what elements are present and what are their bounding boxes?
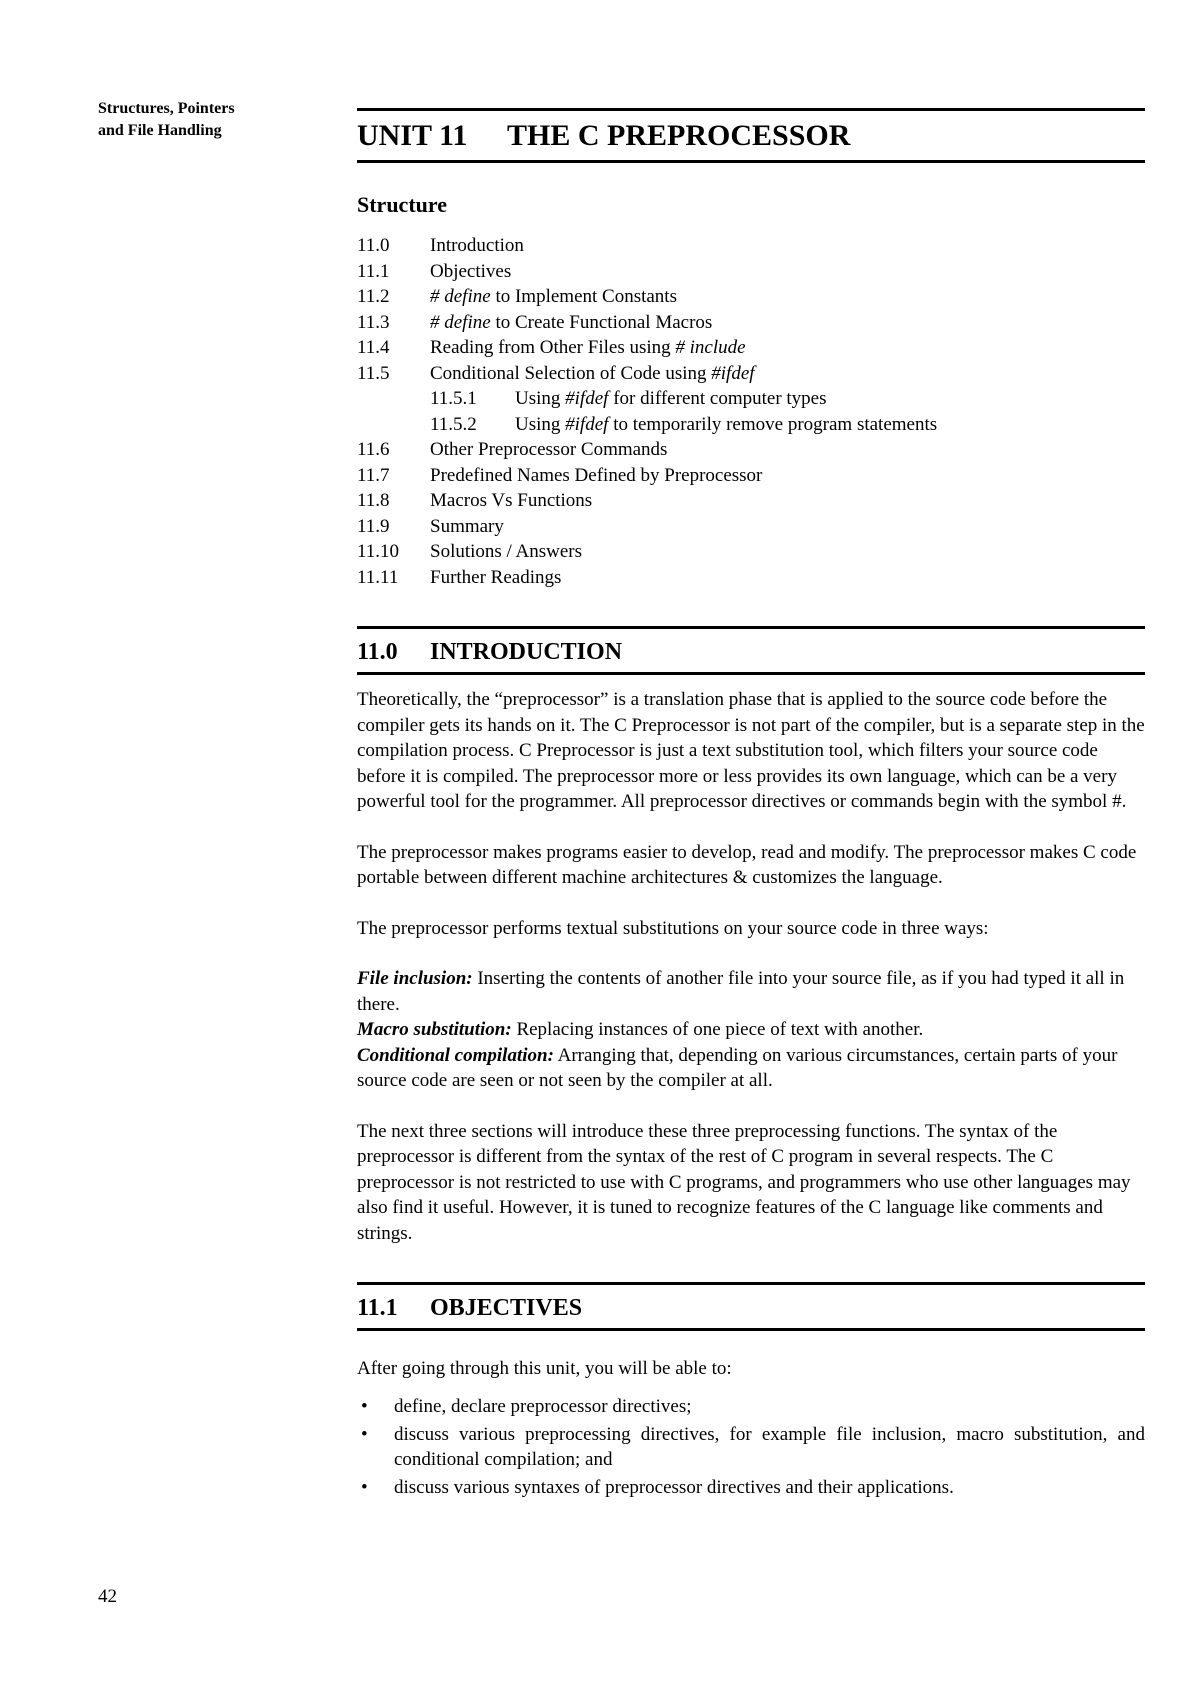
page-number: 42 [98,1586,117,1607]
structure-heading: Structure [357,192,448,217]
list-item: • discuss various preprocessing directives, for example file inclusion, macro substitution, and conditional compilation; and [361,1423,1145,1470]
toc-item: 11.11 Further Readings [357,566,562,588]
toc-item: 11.9 Summary [357,515,504,537]
toc-item: 11.8 Macros Vs Functions [357,490,593,511]
toc-item: 11.5 Conditional Selection of Code using #ifdef [357,362,755,384]
toc-item: 11.6 Other Preprocessor Commands [357,439,668,460]
bullet-icon: • [361,1476,368,1498]
intro-paragraph-3: The preprocessor performs textual substitutions on your source code in three ways: [357,917,989,939]
objectives-list [357,1394,1145,1500]
toc-subitem: 11.5.1 Using #ifdef for different computer types [430,388,827,409]
toc-item: 11.7 Predefined Names Defined by Preprocessor [357,464,763,486]
main-content [357,108,1145,1503]
toc-item: 11.10 Solutions / Answers [357,541,583,562]
intro-paragraph-1: Theoretically, the “preprocessor” is a translation phase that is applied to the source code before the compiler gets its hands on it. The C Preprocessor is not part of the compiler, but is a separate step in the compilation process. C Preprocessor is just a text substitution tool, which filters your source code before it is compiled. The preprocessor more or less provides its own language, which can be a very powerful tool for the programmer. All preprocessor directives or commands begin with the symbol #. [357,689,1145,812]
list-item: • define, declare preprocessor directives; [361,1395,692,1417]
intro-paragraph-4: The next three sections will introduce these three preprocessing functions. The syntax of the preprocessor is different from the syntax of the rest of C program in several respects. The C preprocessor is not restricted to use with C programs, and programmers who use other languages may also find it useful. However, it is tuned to recognize features of the C language like comments and strings. [357,1120,1131,1244]
running-head-line-1: Structures, Pointers [98,100,235,117]
unit-title-text: THE C PREPROCESSOR [507,119,851,152]
unit-number: UNIT 11 [357,119,468,152]
substitution-way: File inclusion: Inserting the contents of another file into your source file, as if you had typed it all in there. [357,968,1125,1015]
unit-title [357,108,1145,163]
running-head-line-2: and File Handling [98,122,222,139]
intro-paragraph-2: The preprocessor makes programs easier to develop, read and modify. The preprocessor makes C code portable between different machine architectures & customizes the language. [357,841,1137,888]
running-head [98,98,298,142]
bullet-icon: • [361,1423,368,1445]
bullet-icon: • [361,1395,368,1417]
list-item: • discuss various syntaxes of preprocessor directives and their applications. [361,1476,954,1498]
substitution-way: Macro substitution: Replacing instances of one piece of text with another. [357,1019,924,1040]
toc-item: 11.4 Reading from Other Files using # include [357,337,746,358]
toc-subitem: 11.5.2 Using #ifdef to temporarily remove program statements [430,413,938,435]
structure-list [357,233,1145,590]
substitution-way: Conditional compilation: Arranging that, depending on various circumstances, certain parts of your source code are seen or not seen by the compiler at all. [357,1044,1118,1091]
toc-item: 11.1 Objectives [357,260,512,282]
toc-item: 11.2 # define to Implement Constants [357,286,677,307]
section-heading-objectives: 11.1 OBJECTIVES [357,1282,1145,1331]
toc-item: 11.0 Introduction [357,235,524,256]
section-heading-introduction: 11.0 INTRODUCTION [357,626,1145,675]
toc-item: 11.3 # define to Create Functional Macros [357,311,713,333]
objectives-lead: After going through this unit, you will be able to: [357,1358,732,1379]
